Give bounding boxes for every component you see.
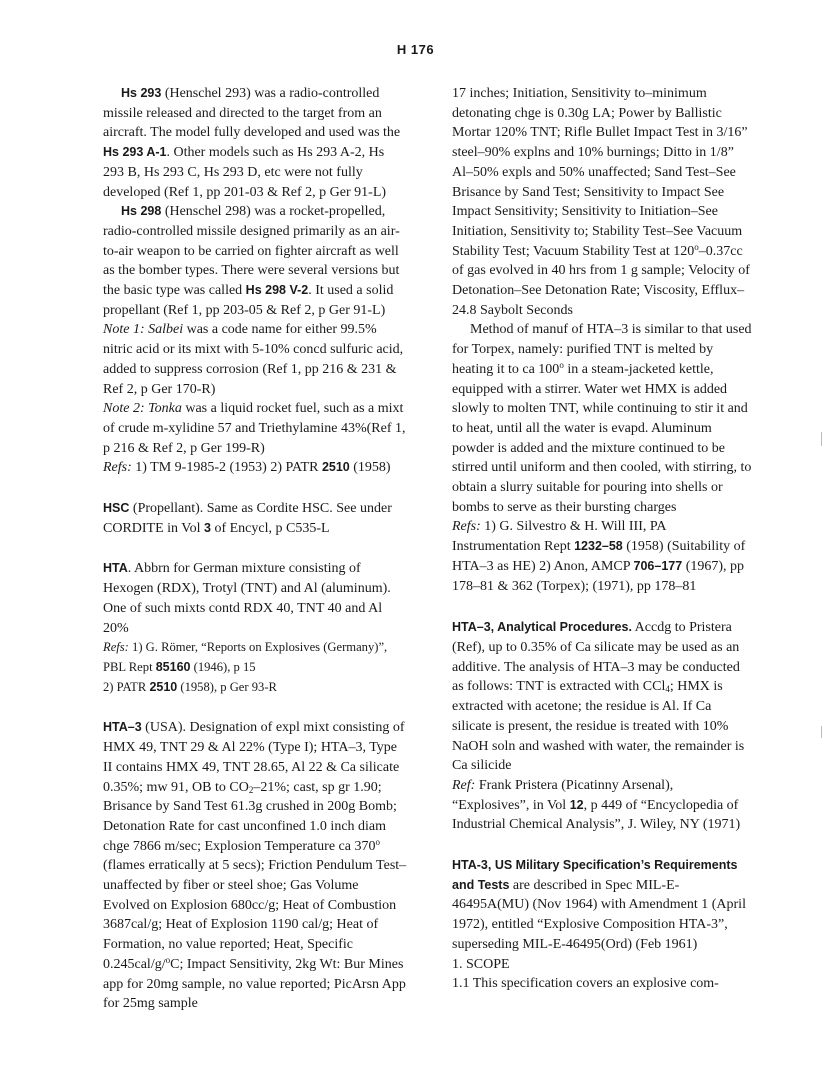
entry-term: Hs 298: [121, 204, 162, 219]
degree-sign: o: [375, 836, 380, 847]
method-of-manufacture: [452, 320, 752, 517]
refs-label: Refs:: [103, 460, 132, 476]
entry-term: HTA-3, US Military Specification’s Requirements and Tests: [452, 858, 738, 892]
subscript: 2: [248, 784, 254, 795]
scope-text: 1.1 This specification covers an explosive com-: [452, 976, 719, 992]
refs-text: (1958): [349, 460, 391, 476]
hta3-continued: [452, 84, 752, 320]
subscript: 4: [665, 684, 670, 695]
right-column: [452, 84, 752, 994]
refs-text: 1) G. Silvestro & H. Will III, PA Instrumentation Rept: [452, 519, 666, 555]
note-text: was a code name for either 99.5% nitric acid or its mixt with 5-10% concd sulfuric acid, added to suppress corrosion (Ref 1, pp 216 & 231 & Ref 2, p Ger 170-R): [103, 322, 404, 397]
refs-number: 1232–58: [574, 539, 623, 554]
entry-term: Hs 293 A-1: [103, 145, 167, 160]
entry-text: –21%; cast, sp gr 1.90; Brisance by Sand Test 61.3g crushed in 200g Bomb; Detonation Rate for cast unconfined 1.0 inch diam chge 7866 m/sec; Explosion Temperature ca 370: [103, 779, 397, 854]
refs-text: Frank Pristera (Picatinny Arsenal), “Explosives”, in Vol: [452, 777, 674, 813]
refs-text: , p 449 of “Encyclopedia of Industrial Chemical Analysis”, J. Wiley, NY (1971): [452, 797, 741, 833]
entry-text: in a steam-jacketed kettle, equipped with a stirrer. Water wet HMX is added slowly to molten TNT, while continuing to stir it and to heat, until all the water is evapd. Aluminum powder is added and the mixture continued to be stirred until uniform and then cooled, with stirring, to obtain a slurry suitable for pouring into shells or bombs to serve as their bursting charges: [452, 361, 752, 515]
note-term: Tonka: [148, 401, 182, 417]
ref-analytical: [452, 776, 752, 835]
entry-hs293: [103, 84, 408, 202]
entry-term: HSC: [103, 501, 130, 516]
degree-sign: o: [165, 954, 171, 965]
entry-hta3: [103, 718, 408, 1014]
refs-hta3: [452, 517, 752, 596]
entry-military-spec: [452, 856, 752, 955]
entry-hs298: [103, 202, 408, 320]
note-2: [103, 399, 408, 458]
entry-text: (USA). Designation of expl mixt consisting of HMX 49, TNT 29 & Al 22% (Type I); HTA–3, Type II contains HMX 49, TNT 28.65, Al 22 & Ca silicate 0.35%; mw 91, OB to CO: [103, 720, 405, 795]
entry-text: (Henschel 298) was a rocket-propelled, radio-controlled missile designed primarily as an air-to-air weapon to be carried on fighter aircraft as well as the bomber types. There were several versions but the basic type was called: [103, 204, 400, 299]
entry-term: Hs 293: [121, 86, 162, 100]
refs-text: (1958), p Ger 93-R: [177, 679, 277, 694]
refs-text: (1967), pp 178–81 & 362 (Torpex); (1971), pp 178–81: [452, 558, 745, 594]
entry-text: are described in Spec MIL-E-46495A(MU) (Nov 1964) with Amendment 1 (April 1972), entitled “Explosive Composition HTA-3”, superseding MIL-E-46495(Ord) (Feb 1961): [452, 877, 746, 952]
entry-text: C; Impact Sensitivity, 2kg Wt: Bur Mines app for 20mg sample, no value reported; PicArsn App for 25mg sample: [103, 956, 406, 1012]
entry-term: HTA–3, Analytical Procedures.: [452, 620, 632, 635]
scope-heading: 1. SCOPE: [452, 956, 510, 972]
entry-term: HTA–3: [103, 720, 142, 735]
refs-label: Refs:: [103, 640, 129, 655]
entry-text: . Other models such as Hs 293 A-2, Hs 293 B, Hs 293 C, Hs 293 D, etc were not fully developed (Ref 1, pp 201-03 & Ref 2, p Ger 91-L): [103, 145, 387, 200]
entry-text: . It used a solid propellant (Ref 1, pp 203-05 & Ref 2, p Ger 91-L): [103, 283, 394, 318]
refs-text: 2) PATR: [103, 679, 150, 694]
entry-text: . Abbrn for German mixture consisting of Hexogen (RDX), Trotyl (TNT) and Al (aluminum). One of such mixts contd RDX 40, TNT 40 and Al 20%: [103, 561, 391, 636]
volume-number: 12: [569, 797, 584, 812]
refs-number: 2510: [149, 679, 178, 694]
refs-text: 1) TM 9-1985-2 (1953) 2) PATR: [131, 460, 322, 476]
entry-text: Accdg to Pristera (Ref), up to 0.35% of Ca silicate may be used as an additive. The analysis of HTA–3 may be conducted as follows: TNT is extracted with CCl: [452, 620, 740, 695]
refs-number: 706–177: [633, 558, 683, 573]
page-number: H 176: [396, 42, 435, 57]
entry-term: HTA: [103, 561, 128, 576]
entry-text: 17 inches; Initiation, Sensitivity to–minimum detonating chge is 0.30g LA; Power by Ballistic Mortar 120% TNT; Rifle Bullet Impact Test in 3/16” steel–90% explns and 10% burnings; Ditto in 1/8” Al–50% expls and 50% unaffected; Sand Test–See Brisance by Sand Test; Sensitivity to Impact See Impact Sensitivity; Sensitivity to Initiation–See Initiation, Sensitivity to; Stability Test–See Vacuum Stability Test; Vacuum Stability Test at 120: [452, 86, 748, 259]
left-column: [103, 84, 408, 1014]
margin-mark: [821, 432, 822, 446]
entry-text: Method of manuf of HTA–3 is similar to that used for Torpex, namely: purified TNT is melted by heating it to ca 100: [452, 322, 752, 377]
entry-text: (Henschel 293) was a radio-controlled missile released and directed to the target from an aircraft. The model fully developed and used was the: [103, 86, 401, 141]
refs-label: Refs:: [452, 519, 481, 535]
degree-sign: o: [559, 359, 564, 370]
entry-term: Hs 298 V-2: [245, 283, 309, 298]
volume-number: 3: [204, 520, 211, 535]
margin-mark: [821, 726, 822, 738]
note-1: [103, 320, 408, 399]
entry-text: (Propellant). Same as Cordite HSC. See under CORDITE in Vol: [103, 501, 392, 536]
entry-text: of Encycl, p C535-L: [210, 520, 330, 536]
refs-text: (1946), p 15: [190, 659, 256, 674]
entry-analytical-procedures: [452, 618, 752, 776]
entry-text: (flames erratically at 5 secs); Friction Pendulum Test–unaffected by fiber or steel shoe; Gas Volume Evolved on Explosion 680cc/g; Heat of Combustion 3687cal/g; Heat of Explosion 1190 cal/g; Heat of Formation, no value reported; Heat, Specific 0.245cal/g/: [103, 858, 407, 972]
entry-hta: [103, 559, 408, 638]
degree-sign: o: [694, 241, 699, 252]
refs-number: 85160: [155, 659, 191, 674]
note-text: was a liquid rocket fuel, such as a mixt of crude m-xylidine 57 and Triethylamine 43%(Ref 1, p 216 & Ref 2, p Ger 199-R): [103, 401, 406, 456]
refs-hta: [103, 638, 408, 697]
refs-text: (1958) (Suitability of HTA–3 as HE) 2) Anon, AMCP: [452, 539, 746, 574]
refs-text: 1) G. Römer, “Reports on Explosives (Germany)”, PBL Rept: [103, 640, 388, 674]
refs-hs: [103, 458, 408, 478]
entry-hsc: [103, 499, 408, 538]
note-term: Salbei: [148, 322, 184, 338]
entry-text: –0.37cc of gas evolved in 40 hrs from 1 g sample; Velocity of Detonation–See Detonation Rate; Viscosity, Efflux–24.8 Saybolt Seconds: [452, 243, 750, 318]
note-label: Note 2:: [103, 401, 145, 417]
note-label: Note 1:: [103, 322, 145, 338]
entry-text: ; HMX is extracted with acetone; the residue is Al. If Ca silicate is present, the residue is treated with 10% NaOH soln and washed with water, the remainder is Ca silicide: [452, 679, 745, 774]
refs-label: Ref:: [452, 777, 476, 793]
refs-number: 2510: [321, 460, 350, 475]
